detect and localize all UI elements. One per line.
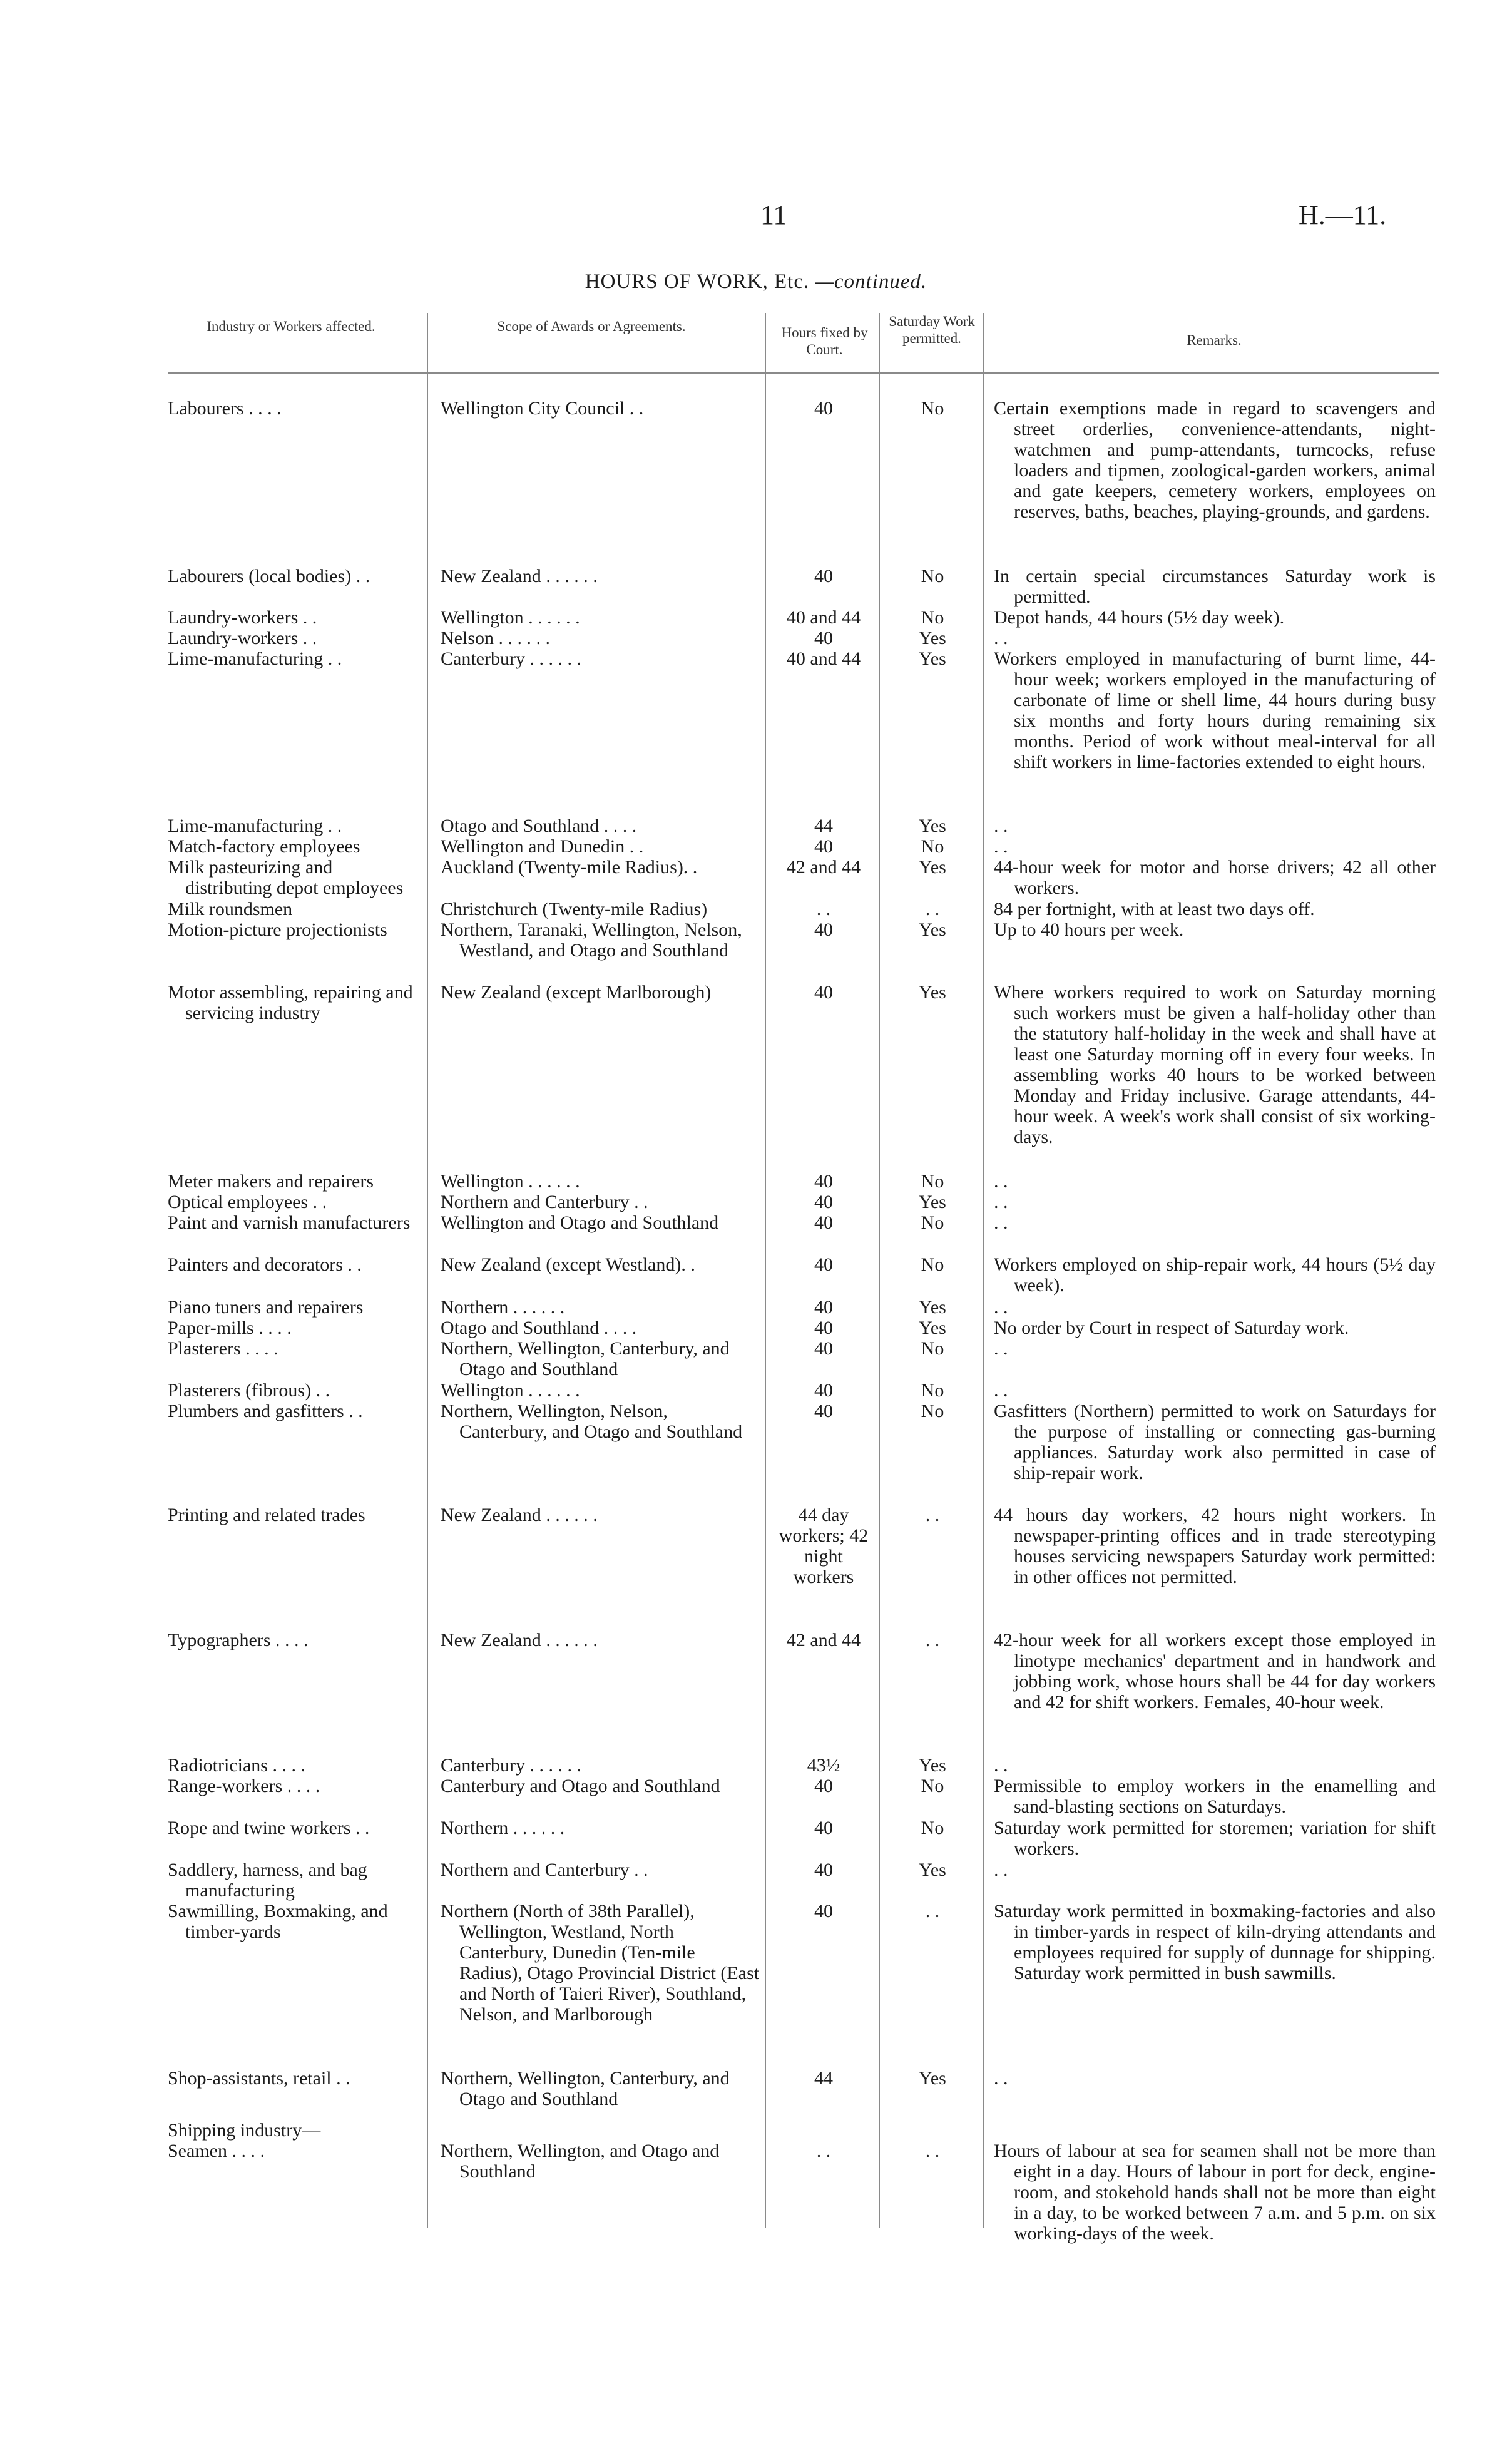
row-hours: 40 <box>814 1254 833 1275</box>
row-hours: 40 <box>814 1338 833 1359</box>
row-hours: 40 <box>814 1860 833 1880</box>
row-hours: . . <box>816 899 831 919</box>
row-industry: Motor assembling, repairing and servicing industry <box>168 982 413 1023</box>
row-scope: Christchurch (Twenty-mile Radius) <box>441 899 708 919</box>
row-scope: Otago and Southland . . . . <box>441 1318 637 1338</box>
table-title-main: HOURS OF WORK, Etc. <box>585 270 810 293</box>
row-scope: Canterbury and Otago and Southland <box>441 1776 720 1796</box>
row-remarks: . . <box>994 1380 1008 1401</box>
row-remarks: . . <box>994 1192 1008 1212</box>
row-industry: Rope and twine workers . . <box>168 1818 370 1838</box>
row-industry: Match-factory employees <box>168 836 360 857</box>
row-remarks: 44-hour week for motor and horse drivers; 42 all other workers. <box>994 857 1436 898</box>
row-saturday: . . <box>925 2141 940 2161</box>
row-remarks: 84 per fortnight, with at least two days off. <box>994 899 1315 919</box>
row-industry: Radiotricians . . . . <box>168 1755 305 1776</box>
row-remarks: . . <box>994 1171 1008 1192</box>
row-hours: 40 <box>814 628 833 648</box>
column-header-scope: Scope of Awards or Agreements. <box>497 319 686 334</box>
column-header-hours: Hours fixed by Court. <box>781 325 868 357</box>
row-saturday: Yes <box>919 982 946 1003</box>
row-hours: 40 <box>814 1171 833 1192</box>
row-scope: Nelson . . . . . . <box>441 628 550 648</box>
row-scope: Otago and Southland . . . . <box>441 816 637 836</box>
row-industry: Lime-manufacturing . . <box>168 648 342 669</box>
row-remarks: Permissible to employ workers in the enamelling and sand-blasting sections on Saturdays. <box>994 1776 1436 1817</box>
column-rule-4 <box>983 313 984 2228</box>
document-reference: H.—11. <box>1299 200 1387 230</box>
row-scope: Northern, Taranaki, Wellington, Nelson, Westland, and Otago and Southland <box>441 919 742 961</box>
column-rule-2 <box>765 313 766 2228</box>
row-saturday: No <box>921 1380 944 1401</box>
row-saturday: . . <box>925 1901 940 1922</box>
row-scope: Wellington . . . . . . <box>441 1380 580 1401</box>
row-remarks: Depot hands, 44 hours (5½ day week). <box>994 607 1285 628</box>
row-hours: 40 <box>814 1818 833 1838</box>
row-remarks: . . <box>994 1860 1008 1880</box>
row-hours: . . <box>816 2141 831 2161</box>
row-industry: Meter makers and repairers <box>168 1171 374 1192</box>
row-remarks: . . <box>994 816 1008 836</box>
row-scope: Northern and Canterbury . . <box>441 1192 648 1212</box>
row-industry: Plumbers and gasfitters . . <box>168 1401 363 1421</box>
row-saturday: No <box>921 1776 944 1796</box>
row-industry: Milk roundsmen <box>168 899 293 919</box>
row-saturday: Yes <box>919 628 946 648</box>
row-scope: Northern . . . . . . <box>441 1818 565 1838</box>
row-hours: 44 <box>814 2068 833 2089</box>
row-hours: 40 <box>814 1192 833 1212</box>
row-remarks: Where workers required to work on Saturday morning such workers must be given a half-holiday other than the statutory half-holiday in the week and shall have at least one Saturday morning off in every four weeks. In assembling works 40 hours to be worked between Monday and Friday inclusive. Garage attendants, 44-hour week. A week's work shall consist of six working-days. <box>994 982 1436 1147</box>
row-scope: Wellington . . . . . . <box>441 607 580 628</box>
row-industry: Motion-picture projectionists <box>168 919 387 940</box>
row-saturday: No <box>921 1818 944 1838</box>
row-scope: Northern, Wellington, Canterbury, and Otago and Southland <box>441 2068 730 2109</box>
row-scope: Northern, Wellington, and Otago and Southland <box>441 2141 720 2182</box>
row-saturday: Yes <box>919 1297 946 1318</box>
row-scope: New Zealand . . . . . . <box>441 1505 598 1525</box>
row-remarks: 42-hour week for all workers except those employed in linotype mechanics' department and in handwork and jobbing work, whose hours shall be 44 for day workers and 42 for shift workers. Females, 40-hour week. <box>994 1630 1436 1712</box>
row-hours: 40 <box>814 566 833 586</box>
row-scope: Auckland (Twenty-mile Radius). . <box>441 857 698 878</box>
row-industry: Plasterers (fibrous) . . <box>168 1380 330 1401</box>
row-remarks: Workers employed on ship-repair work, 44 hours (5½ day week). <box>994 1254 1436 1296</box>
row-industry: Shipping industry— <box>168 2120 321 2141</box>
table-title <box>0 270 1512 294</box>
row-saturday: No <box>921 607 944 628</box>
page-number: 11 <box>760 200 787 230</box>
table-title-continued: —continued. <box>815 270 927 293</box>
row-saturday: Yes <box>919 857 946 878</box>
row-saturday: Yes <box>919 816 946 836</box>
row-remarks: Saturday work permitted in boxmaking-factories and also in timber-yards in respect of kiln-drying attendants and employees required for supply of dunnage for shipping. Saturday work permitted in bush sawmills. <box>994 1901 1436 1983</box>
row-remarks: . . <box>994 2068 1008 2089</box>
row-hours: 42 and 44 <box>786 857 861 878</box>
row-scope: New Zealand . . . . . . <box>441 1630 598 1650</box>
column-rule-1 <box>427 313 428 2228</box>
row-saturday: No <box>921 1338 944 1359</box>
row-remarks: . . <box>994 1212 1008 1233</box>
row-hours: 40 <box>814 398 833 419</box>
row-saturday: No <box>921 1254 944 1275</box>
row-saturday: . . <box>925 1505 940 1525</box>
row-hours: 40 <box>814 1318 833 1338</box>
row-saturday: Yes <box>919 1318 946 1338</box>
row-industry: Printing and related trades <box>168 1505 365 1525</box>
row-hours: 44 day workers; 42 night workers <box>779 1505 869 1587</box>
column-header-industry: Industry or Workers affected. <box>207 319 375 334</box>
row-scope: Northern . . . . . . <box>441 1297 565 1318</box>
row-saturday: Yes <box>919 1860 946 1880</box>
row-industry: Labourers . . . . <box>168 398 282 419</box>
row-industry: Laundry-workers . . <box>168 628 317 648</box>
row-industry: Paint and varnish manufacturers <box>168 1212 411 1233</box>
row-hours: 40 <box>814 982 833 1003</box>
row-industry: Piano tuners and repairers <box>168 1297 364 1318</box>
row-saturday: No <box>921 1212 944 1233</box>
row-scope: Northern (North of 38th Parallel), Wellington, Westland, North Canterbury, Dunedin (Ten-mile Radius), Otago Provincial District (East and North of Taieri River), Southland, Nelson, and Marlborough <box>441 1901 760 2025</box>
row-scope: New Zealand (except Westland). . <box>441 1254 695 1275</box>
row-scope: New Zealand (except Marlborough) <box>441 982 712 1003</box>
row-scope: Wellington and Otago and Southland <box>441 1212 719 1233</box>
row-remarks: No order by Court in respect of Saturday work. <box>994 1318 1349 1338</box>
row-hours: 40 and 44 <box>786 648 861 669</box>
row-industry: Optical employees . . <box>168 1192 327 1212</box>
row-industry: Lime-manufacturing . . <box>168 816 342 836</box>
row-industry: Painters and decorators . . <box>168 1254 362 1275</box>
row-hours: 40 <box>814 1380 833 1401</box>
row-saturday: . . <box>925 1630 940 1650</box>
row-industry: Typographers . . . . <box>168 1630 309 1650</box>
row-industry: Saddlery, harness, and bag manufacturing <box>168 1860 367 1901</box>
row-remarks: Gasfitters (Northern) permitted to work on Saturdays for the purpose of installing or connecting gas-burning appliances. Saturday work also permitted in case of ship-repair work. <box>994 1401 1436 1483</box>
row-hours: 40 <box>814 836 833 857</box>
row-remarks: Hours of labour at sea for seamen shall not be more than eight in a day. Hours of labour in port for deck, engine-room, and stokehold hands shall not be more than eight in a day, to be worked between 7 a.m. and 5 p.m. on six working-days of the week. <box>994 2141 1436 2244</box>
row-hours: 40 <box>814 1297 833 1318</box>
column-rule-3 <box>879 313 880 2228</box>
row-industry: Laundry-workers . . <box>168 607 317 628</box>
row-remarks: . . <box>994 628 1008 648</box>
row-scope: Wellington . . . . . . <box>441 1171 580 1192</box>
row-remarks: . . <box>994 1338 1008 1359</box>
row-hours: 40 and 44 <box>786 607 861 628</box>
row-hours: 42 and 44 <box>786 1630 861 1650</box>
row-industry: Milk pasteurizing and distributing depot employees <box>168 857 404 898</box>
row-saturday: No <box>921 566 944 586</box>
row-scope: Canterbury . . . . . . <box>441 648 581 669</box>
row-scope: Wellington City Council . . <box>441 398 644 419</box>
row-hours: 40 <box>814 1776 833 1796</box>
row-saturday: Yes <box>919 2068 946 2089</box>
row-industry: Labourers (local bodies) . . <box>168 566 370 586</box>
row-saturday: Yes <box>919 1755 946 1776</box>
row-saturday: No <box>921 1171 944 1192</box>
column-header-remarks: Remarks. <box>1187 332 1242 348</box>
row-saturday: . . <box>925 899 940 919</box>
row-scope: Canterbury . . . . . . <box>441 1755 581 1776</box>
row-saturday: No <box>921 1401 944 1421</box>
row-remarks: In certain special circumstances Saturday work is permitted. <box>994 566 1436 607</box>
row-hours: 40 <box>814 1401 833 1421</box>
row-saturday: Yes <box>919 1192 946 1212</box>
row-remarks: Workers employed in manufacturing of burnt lime, 44-hour week; workers employed in the manufacturing of carbonate of lime or shell lime, 44 hours during busy six months and forty hours during remaining six months. Period of work without meal-interval for all shift workers in lime-factories extended to eight hours. <box>994 648 1436 772</box>
row-remarks: Saturday work permitted for storemen; variation for shift workers. <box>994 1818 1436 1859</box>
row-hours: 40 <box>814 919 833 940</box>
row-industry: Seamen . . . . <box>168 2141 265 2161</box>
row-scope: Northern, Wellington, Canterbury, and Otago and Southland <box>441 1338 730 1379</box>
row-remarks: 44 hours day workers, 42 hours night workers. In newspaper-printing offices and in trade stereotyping houses servicing newspapers Saturday work permitted: in other offices not permitted. <box>994 1505 1436 1587</box>
row-remarks: . . <box>994 836 1008 857</box>
header-rule <box>168 372 1439 374</box>
row-hours: 40 <box>814 1212 833 1233</box>
row-industry: Sawmilling, Boxmaking, and timber-yards <box>168 1901 388 1942</box>
row-scope: Northern, Wellington, Nelson, Canterbury, and Otago and Southland <box>441 1401 743 1442</box>
row-hours: 43½ <box>807 1755 840 1776</box>
row-industry: Range-workers . . . . <box>168 1776 320 1796</box>
row-hours: 44 <box>814 816 833 836</box>
row-remarks: . . <box>994 1297 1008 1318</box>
row-saturday: Yes <box>919 648 946 669</box>
row-saturday: No <box>921 398 944 419</box>
row-hours: 40 <box>814 1901 833 1922</box>
row-scope: New Zealand . . . . . . <box>441 566 598 586</box>
row-remarks: . . <box>994 1755 1008 1776</box>
row-scope: Wellington and Dunedin . . <box>441 836 644 857</box>
row-industry: Shop-assistants, retail . . <box>168 2068 350 2089</box>
row-remarks: Up to 40 hours per week. <box>994 919 1184 940</box>
row-remarks: Certain exemptions made in regard to scavengers and street orderlies, convenience-attendants, night-watchmen and pump-attendants, turncocks, refuse loaders and tipmen, zoological-garden workers, animal and gate keepers, cemetery workers, employees on reserves, baths, beaches, playing-grounds, and gardens. <box>994 398 1436 522</box>
row-saturday: No <box>921 836 944 857</box>
row-scope: Northern and Canterbury . . <box>441 1860 648 1880</box>
row-industry: Plasterers . . . . <box>168 1338 278 1359</box>
row-saturday: Yes <box>919 919 946 940</box>
column-header-saturday: Saturday Work permitted. <box>889 314 975 346</box>
row-industry: Paper-mills . . . . <box>168 1318 292 1338</box>
